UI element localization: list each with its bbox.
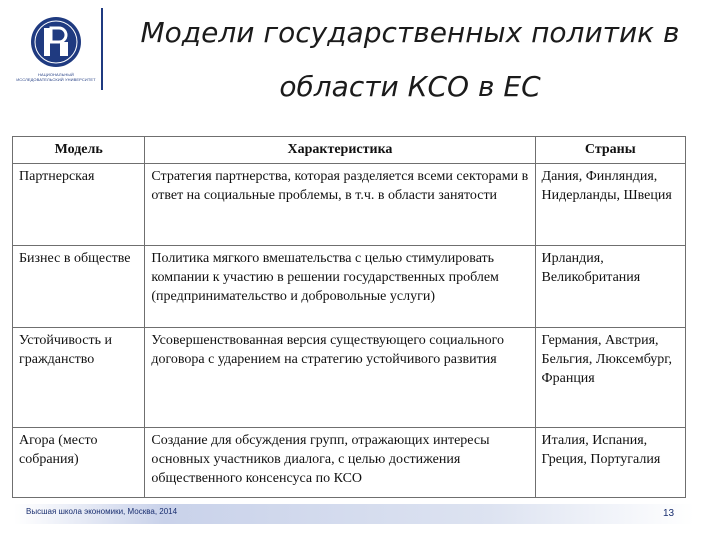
cell-model: Бизнес в обществе	[13, 246, 145, 328]
footer-text: Высшая школа экономики, Москва, 2014	[26, 507, 178, 516]
cell-model: Агора (место собрания)	[13, 428, 145, 498]
logo-caption: НАЦИОНАЛЬНЫЙ ИССЛЕДОВАТЕЛЬСКИЙ УНИВЕРСИТЕТ	[16, 72, 96, 82]
cell-characteristic: Политика мягкого вмешательства с целью стимулировать компании к участию в решении государственных проблем (предпринимательство и добровольные услуги)	[145, 246, 535, 328]
policy-models-table	[12, 136, 686, 498]
header-characteristic: Характеристика	[145, 137, 535, 164]
table-header-row	[13, 137, 686, 164]
table-row	[13, 428, 686, 498]
cell-characteristic: Стратегия партнерства, которая разделяется всеми секторами в ответ на социальные проблемы, в т.ч. в области занятости	[145, 164, 535, 246]
page-title	[110, 6, 710, 114]
cell-countries: Германия, Австрия, Бельгия, Люксембург, Франция	[535, 328, 685, 428]
table-row	[13, 328, 686, 428]
title-line-2: области КСО в ЕС	[279, 70, 541, 103]
header-model: Модель	[13, 137, 145, 164]
cell-countries: Италия, Испания, Греция, Португалия	[535, 428, 685, 498]
table-row	[13, 164, 686, 246]
header-divider	[101, 8, 103, 90]
cell-model: Партнерская	[13, 164, 145, 246]
cell-characteristic: Создание для обсуждения групп, отражающих интересы основных участников диалога, с целью достижения общественного консенсуса по КСО	[145, 428, 535, 498]
cell-countries: Ирландия, Великобритания	[535, 246, 685, 328]
cell-countries: Дания, Финляндия, Нидерланды, Швеция	[535, 164, 685, 246]
header-countries: Страны	[535, 137, 685, 164]
title-line-1: Модели государственных политик в	[140, 16, 680, 49]
page-number: 13	[663, 508, 675, 519]
cell-model: Устойчивость и гражданство	[13, 328, 145, 428]
table-row	[13, 246, 686, 328]
cell-characteristic: Усовершенствованная версия существующего социального договора с ударением на стратегию устойчивого развития	[145, 328, 535, 428]
